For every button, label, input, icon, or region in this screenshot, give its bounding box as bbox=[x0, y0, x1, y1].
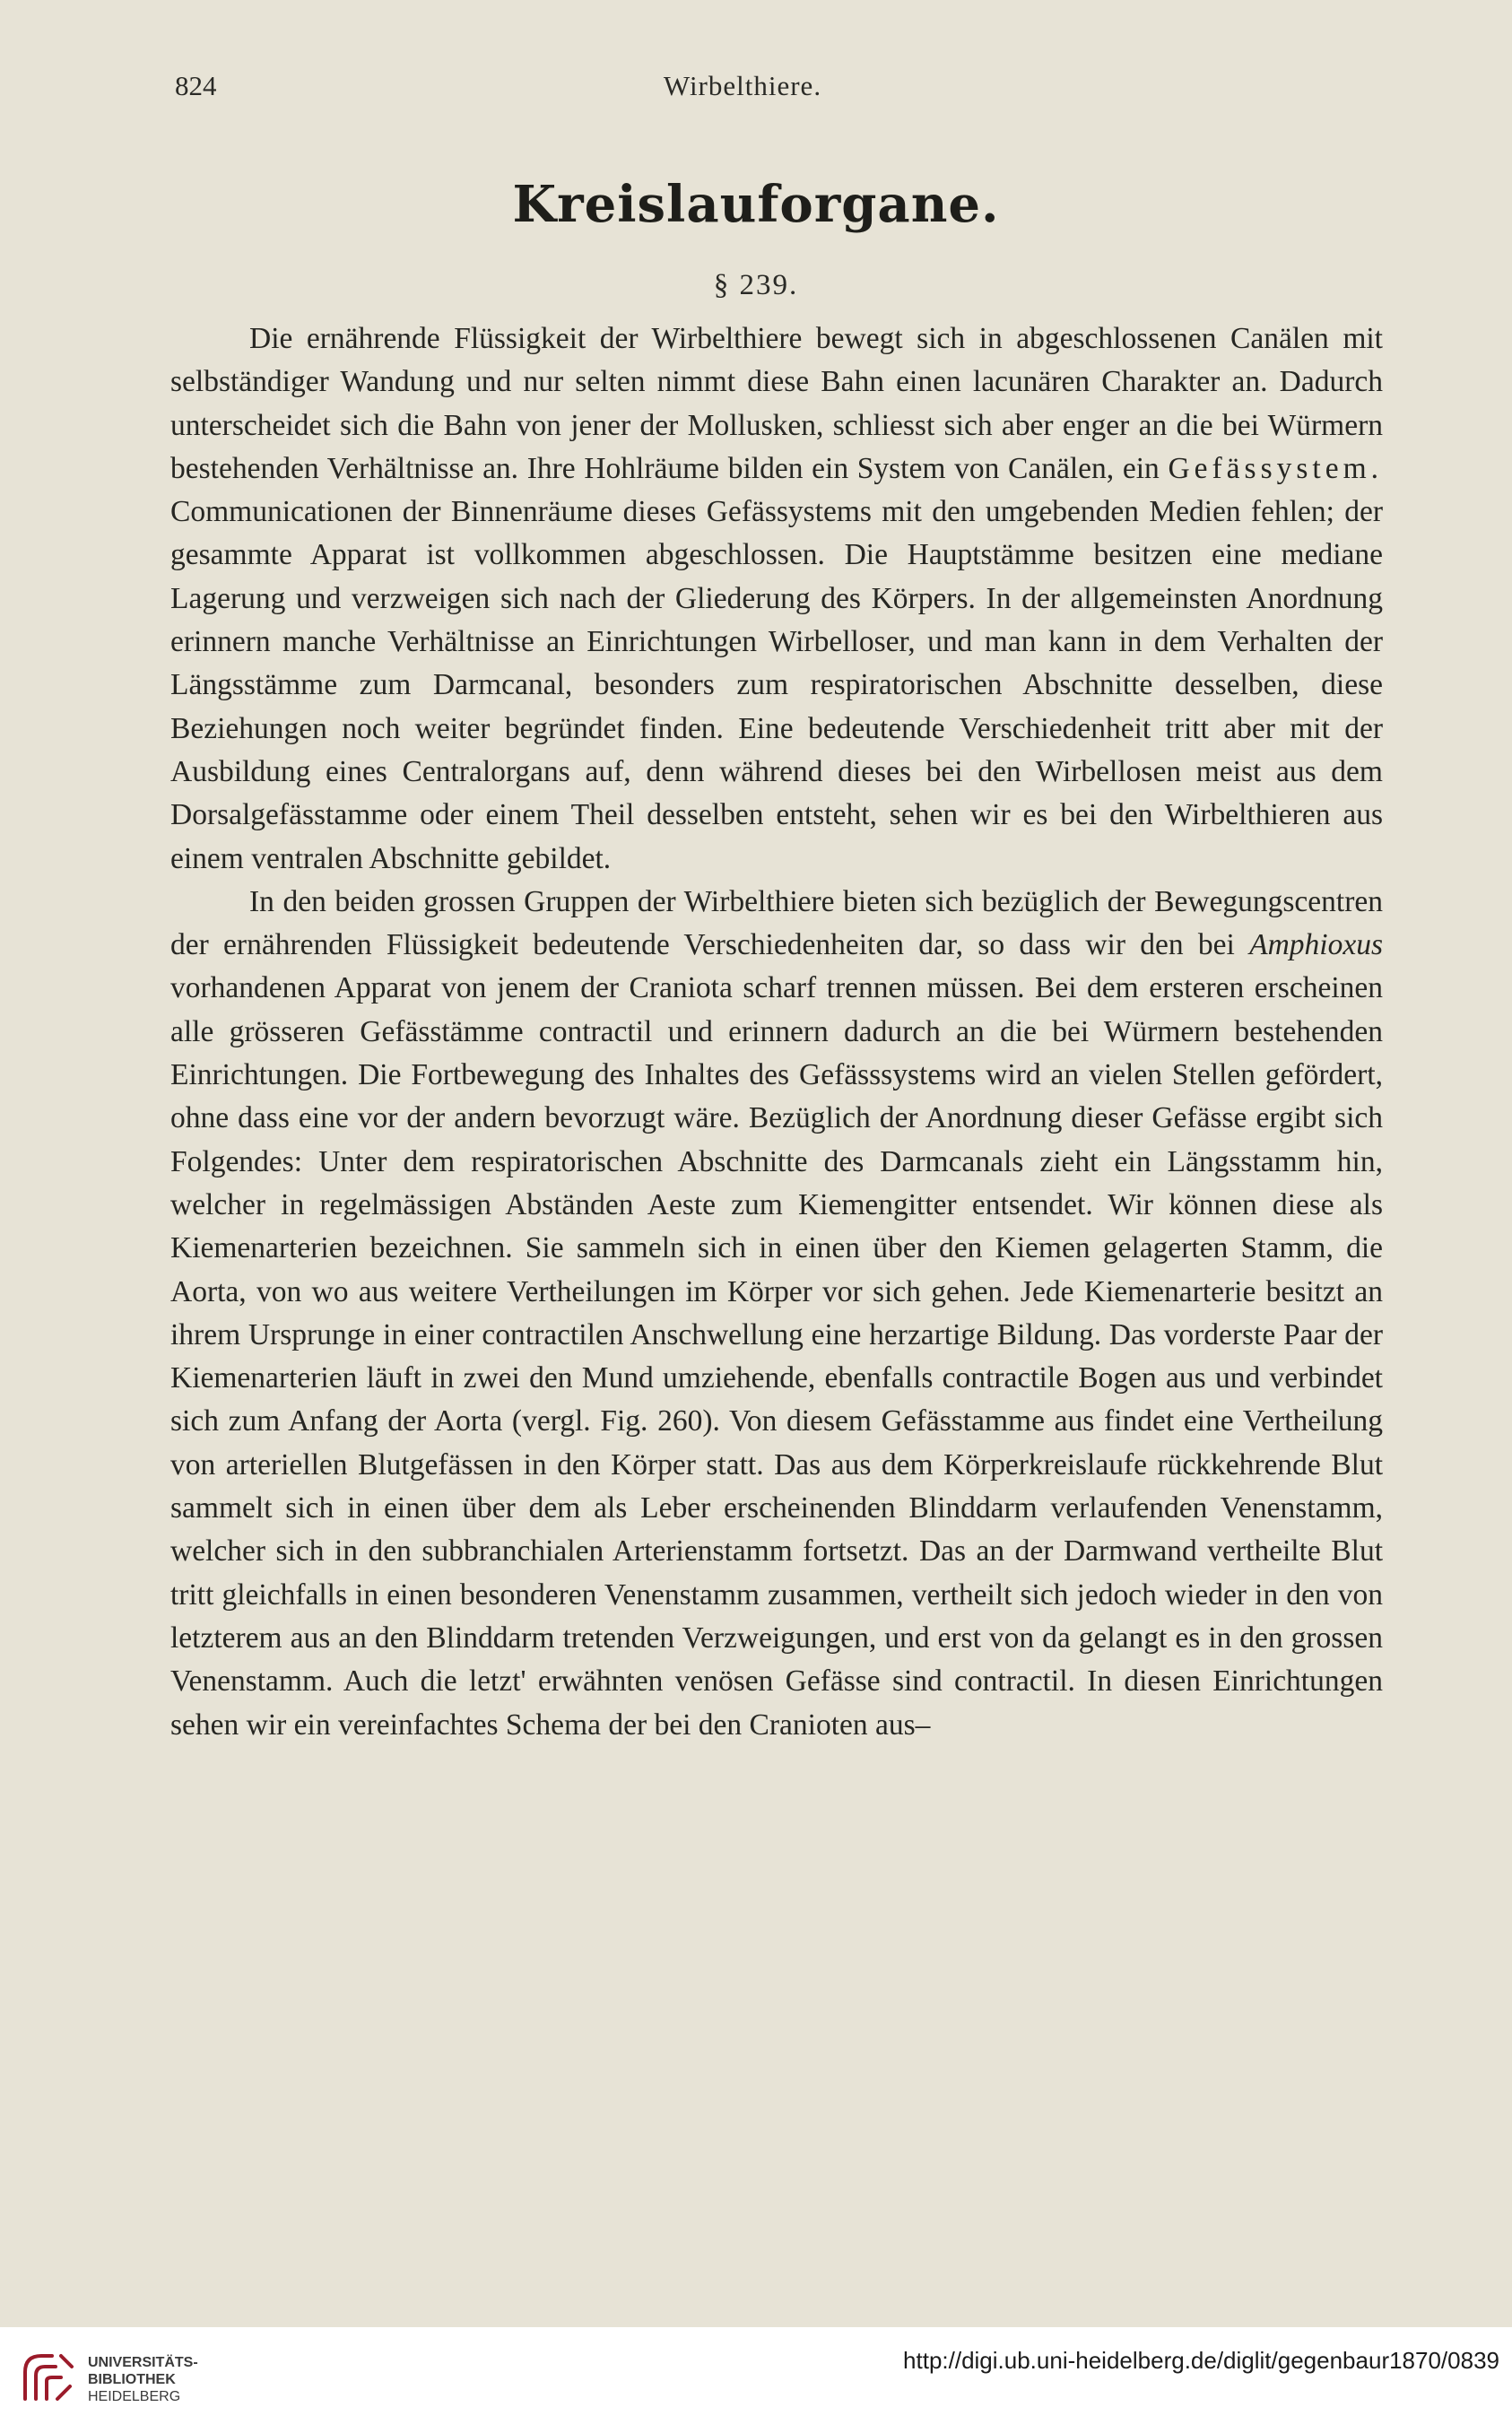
section-title: Kreislauforgane. bbox=[512, 175, 1000, 234]
paragraph-1-part-a: Die ernährende Flüssigkeit der Wirbelthiere bewegt sich in abgeschlossenen Canälen mit selbständiger Wandung und nur selten nimmt diese Bahn einen lacunären Charakter an. Dadurch unterscheidet sich die Bahn von jener der Mollusken, schliesst sich aber enger an die bei Würmern bestehenden Verhältnisse an. Ihre Hohlräume bilden ein System von Canälen, ein bbox=[170, 322, 1383, 485]
library-name-line-2: BIBLIOTHEK bbox=[88, 2372, 176, 2387]
paragraph-1 bbox=[170, 317, 1383, 881]
library-name bbox=[88, 2354, 198, 2405]
section-number: § 239. bbox=[713, 269, 799, 301]
library-footer bbox=[0, 2327, 1512, 2433]
source-url-link[interactable]: http://digi.ub.uni-heidelberg.de/diglit/gegenbaur1870/0839 bbox=[903, 2347, 1499, 2374]
library-name-line-3: HEIDELBERG bbox=[88, 2389, 181, 2404]
paragraph-2 bbox=[170, 881, 1383, 1747]
paragraph-1-part-b: Communicationen der Binnenräume dieses Gefässystems mit den umgebenden Medien fehlen; der gesammte Apparat ist vollkommen abgeschlossen. Die Hauptstämme besitzen eine mediane Lagerung und verzweigen sich nach der Gliederung des Körpers. In der allgemeinsten Anordnung erinnern manche Verhältnisse an Einrichtungen Wirbelloser, und man kann in dem Verhalten der Längsstämme zum Darmcanal, besonders zum respiratorischen Abschnitte desselben, diese Beziehungen noch weiter begründet finden. Eine bedeutende Verschiedenheit tritt aber mit der Ausbildung eines Centralorgans auf, denn während dieses bei den Wirbellosen meist aus dem Dorsalgefässtamme oder einem Theil desselben entsteht, sehen wir es bei den Wirbelthieren aus einem ventralen Abschnitte gebildet. bbox=[170, 495, 1383, 875]
running-title: Wirbelthiere. bbox=[663, 70, 822, 101]
paragraph-2-part-a: In den beiden grossen Gruppen der Wirbelthiere bieten sich bezüglich der Bewegungscentren der ernährenden Flüssigkeit bedeutende Verschiedenheiten dar, so dass wir den bei bbox=[170, 884, 1383, 962]
ub-heidelberg-logo-icon[interactable] bbox=[16, 2345, 79, 2408]
running-head bbox=[175, 70, 1310, 115]
page-number: 824 bbox=[175, 70, 217, 101]
paragraph-2-part-b: vorhandenen Apparat von jenem der Craniota scharf trennen müssen. Bei dem ersteren erscheinen alle grösseren Gefässtämme contractil und erinnern dadurch an die bei Würmern bestehenden Einrichtungen. Die Fortbewegung des Inhaltes des Gefässsystems wird an vielen Stellen gefördert, ohne dass eine vor der andern bevorzugt wäre. Bezüglich der Anordnung dieser Gefässe ergibt sich Folgendes: Unter dem respiratorischen Abschnitte des Darmcanals zieht ein Längsstamm hin, welcher in regelmässigen Abständen Aeste zum Kiemengitter entsendet. Wir können diese als Kiemenarterien bezeichnen. Sie sammeln sich in einen über den Kiemen gelagerten Stamm, die Aorta, von wo aus weitere Vertheilungen im Körper vor sich gehen. Jede Kiemenarterie besitzt an ihrem Ursprunge in einer contractilen Anschwellung eine herzartige Bildung. Das vorderste Paar der Kiemenarterien läuft in zwei den Mund umziehende, ebenfalls contractile Bogen aus und verbindet sich zum Anfang der Aorta (vergl. Fig. 260). Von diesem Gefässtamme aus findet eine Vertheilung von arteriellen Blutgefässen in den Körper statt. Das aus dem Körperkreislaufe rückkehrende Blut sammelt sich in einen über dem als Leber erscheinenden Blinddarm verlaufenden Venenstamm, welcher sich in den subbranchialen Arterienstamm fortsetzt. Das an der Darmwand vertheilte Blut tritt gleichfalls in einen besonderen Venenstamm zusammen, vertheilt sich jedoch wieder in den von letzterem aus an den Blinddarm tretenden Verzweigungen, und erst von da gelangt es in den grossen Venenstamm. Auch die letzt' erwähnten venösen Gefässe sind contractil. In diesen Einrichtungen sehen wir ein vereinfachtes Schema der bei den Cranioten aus– bbox=[170, 971, 1383, 1742]
emphasis-spaced-term: Gefässystem. bbox=[1168, 451, 1384, 485]
library-name-line-1: UNIVERSITÄTS- bbox=[88, 2355, 198, 2370]
body-text bbox=[170, 317, 1383, 1747]
genus-name-italic: Amphioxus bbox=[1249, 928, 1384, 962]
